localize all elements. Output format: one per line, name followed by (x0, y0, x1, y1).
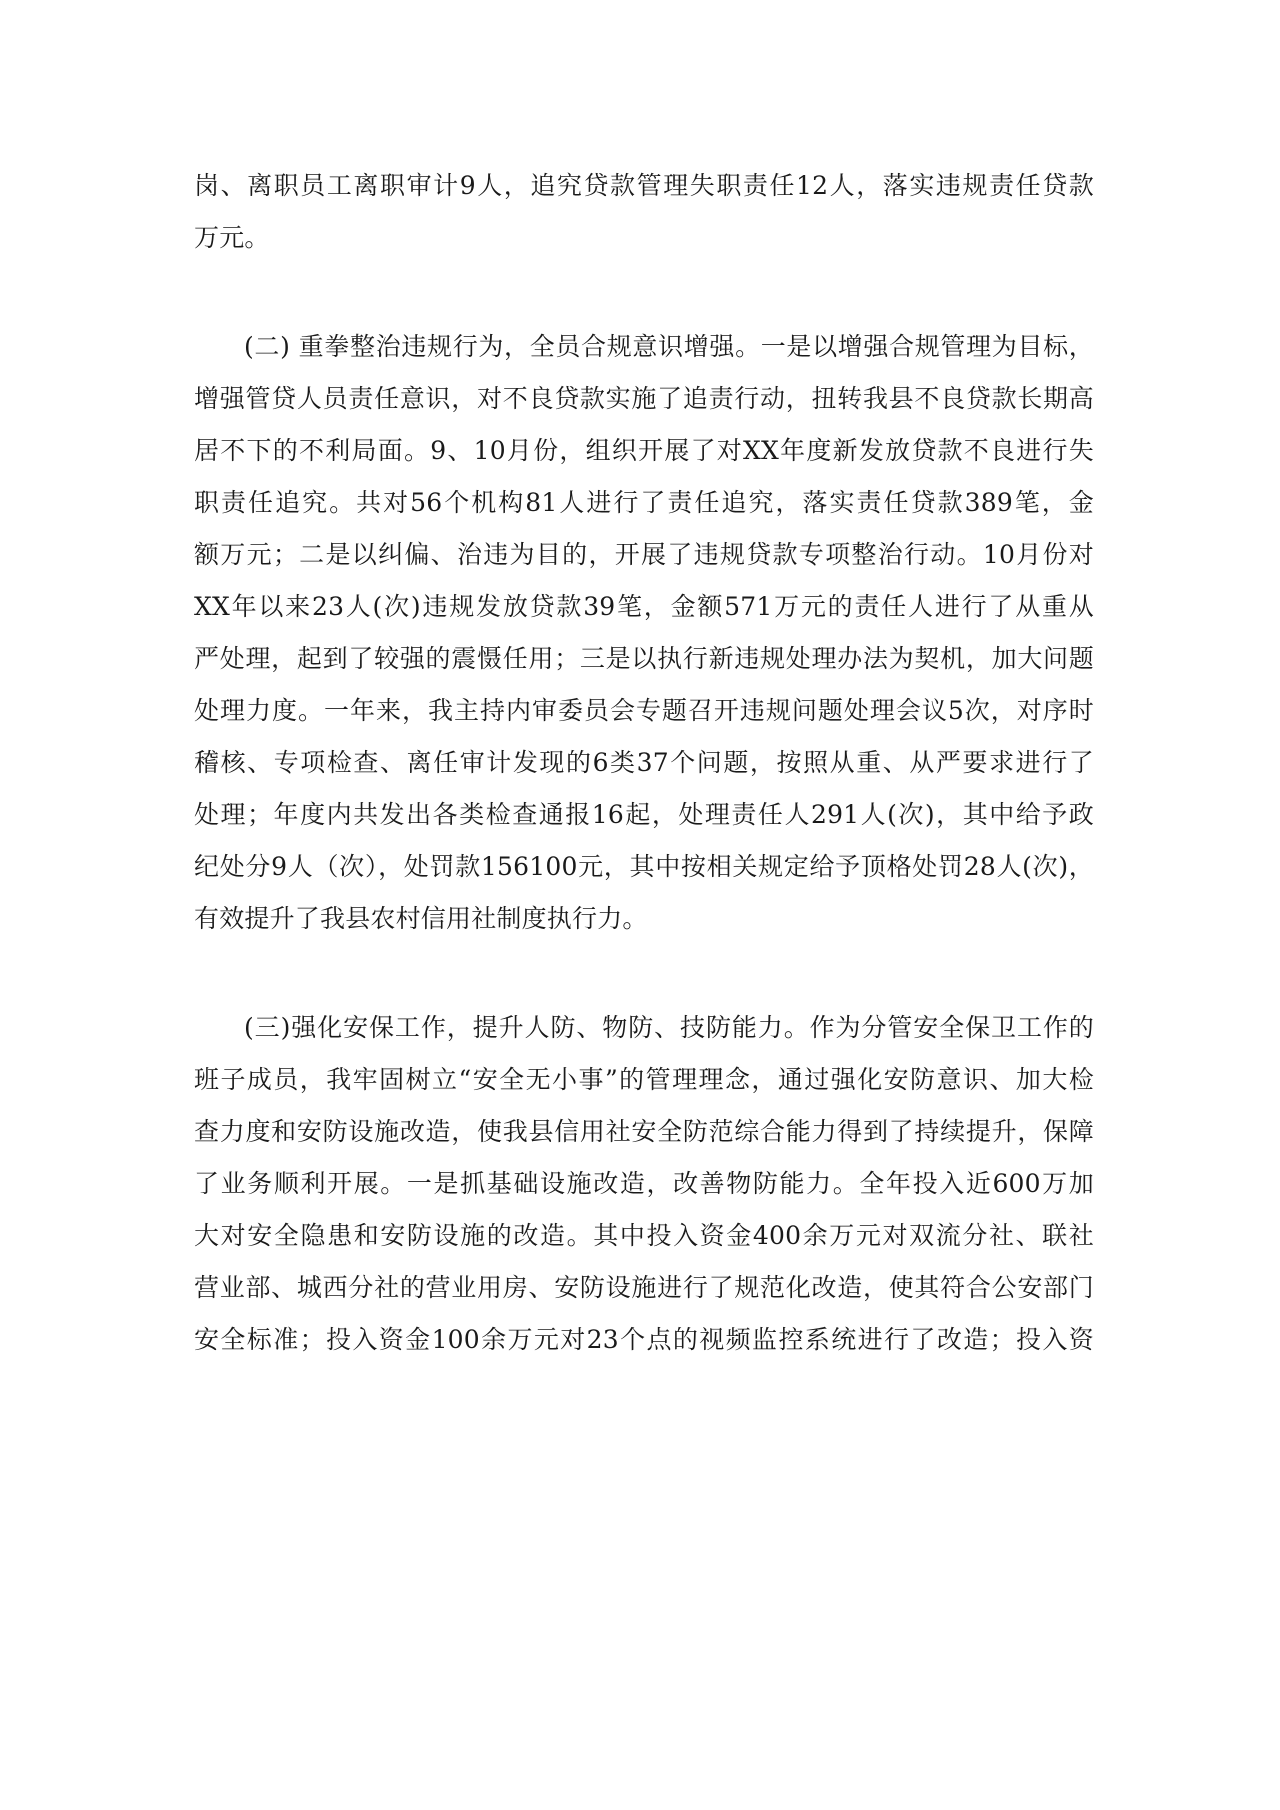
paragraph-spacer (194, 945, 1094, 1002)
text-line: 处理力度。一年来，我主持内审委员会专题召开违规问题处理会议5次，对序时 (194, 696, 1094, 725)
text-line: 班子成员，我牢固树立“安全无小事”的管理理念，通过强化安防意识、加大检 (194, 1065, 1094, 1094)
text-line: 处理；年度内共发出各类检查通报16起，处理责任人291人(次)，其中给予政 (194, 800, 1094, 829)
text-line: 万元。 (194, 223, 270, 252)
text-line: 额万元；二是以纠偏、治违为目的，开展了违规贷款专项整治行动。10月份对 (194, 540, 1094, 569)
document-body (194, 160, 1094, 1366)
text-line: (二) 重拳整治违规行为，全员合规意识增强。一是以增强合规管理为目标， (244, 332, 1094, 361)
text-line: 了业务顺利开展。一是抓基础设施改造，改善物防能力。全年投入近600万加 (194, 1169, 1094, 1198)
text-line: (三)强化安保工作，提升人防、物防、技防能力。作为分管安全保卫工作的 (244, 1013, 1094, 1042)
text-line: 大对安全隐患和安防设施的改造。其中投入资金400余万元对双流分社、联社 (194, 1221, 1094, 1250)
paragraph-compliance-rectification (194, 321, 1094, 945)
text-line: 营业部、城西分社的营业用房、安防设施进行了规范化改造，使其符合公安部门 (194, 1273, 1094, 1302)
paragraph-audit-summary (194, 160, 1094, 264)
paragraph-spacer (194, 264, 1094, 321)
text-line: XX年以来23人(次)违规发放贷款39笔，金额571万元的责任人进行了从重从 (194, 592, 1094, 621)
text-line: 安全标准；投入资金100余万元对23个点的视频监控系统进行了改造；投入资 (194, 1325, 1094, 1354)
text-line: 职责任追究。共对56个机构81人进行了责任追究，落实责任贷款389笔，金 (194, 488, 1094, 517)
text-line: 查力度和安防设施改造，使我县信用社安全防范综合能力得到了持续提升，保障 (194, 1117, 1094, 1146)
text-line: 有效提升了我县农村信用社制度执行力。 (194, 904, 648, 933)
text-line: 岗、离职员工离职审计9人，追究贷款管理失职责任12人，落实违规责任贷款 (194, 171, 1094, 200)
text-line: 居不下的不利局面。9、10月份，组织开展了对XX年度新发放贷款不良进行失 (194, 436, 1094, 465)
text-line: 严处理，起到了较强的震慑任用；三是以执行新违规处理办法为契机，加大问题 (194, 644, 1094, 673)
text-line: 稽核、专项检查、离任审计发现的6类37个问题，按照从重、从严要求进行了 (194, 748, 1094, 777)
text-line: 纪处分9人（次），处罚款156100元，其中按相关规定给予顶格处罚28人(次)， (194, 852, 1094, 881)
text-line: 增强管贷人员责任意识，对不良贷款实施了追责行动，扭转我县不良贷款长期高 (194, 384, 1094, 413)
paragraph-security-work (194, 1002, 1094, 1366)
